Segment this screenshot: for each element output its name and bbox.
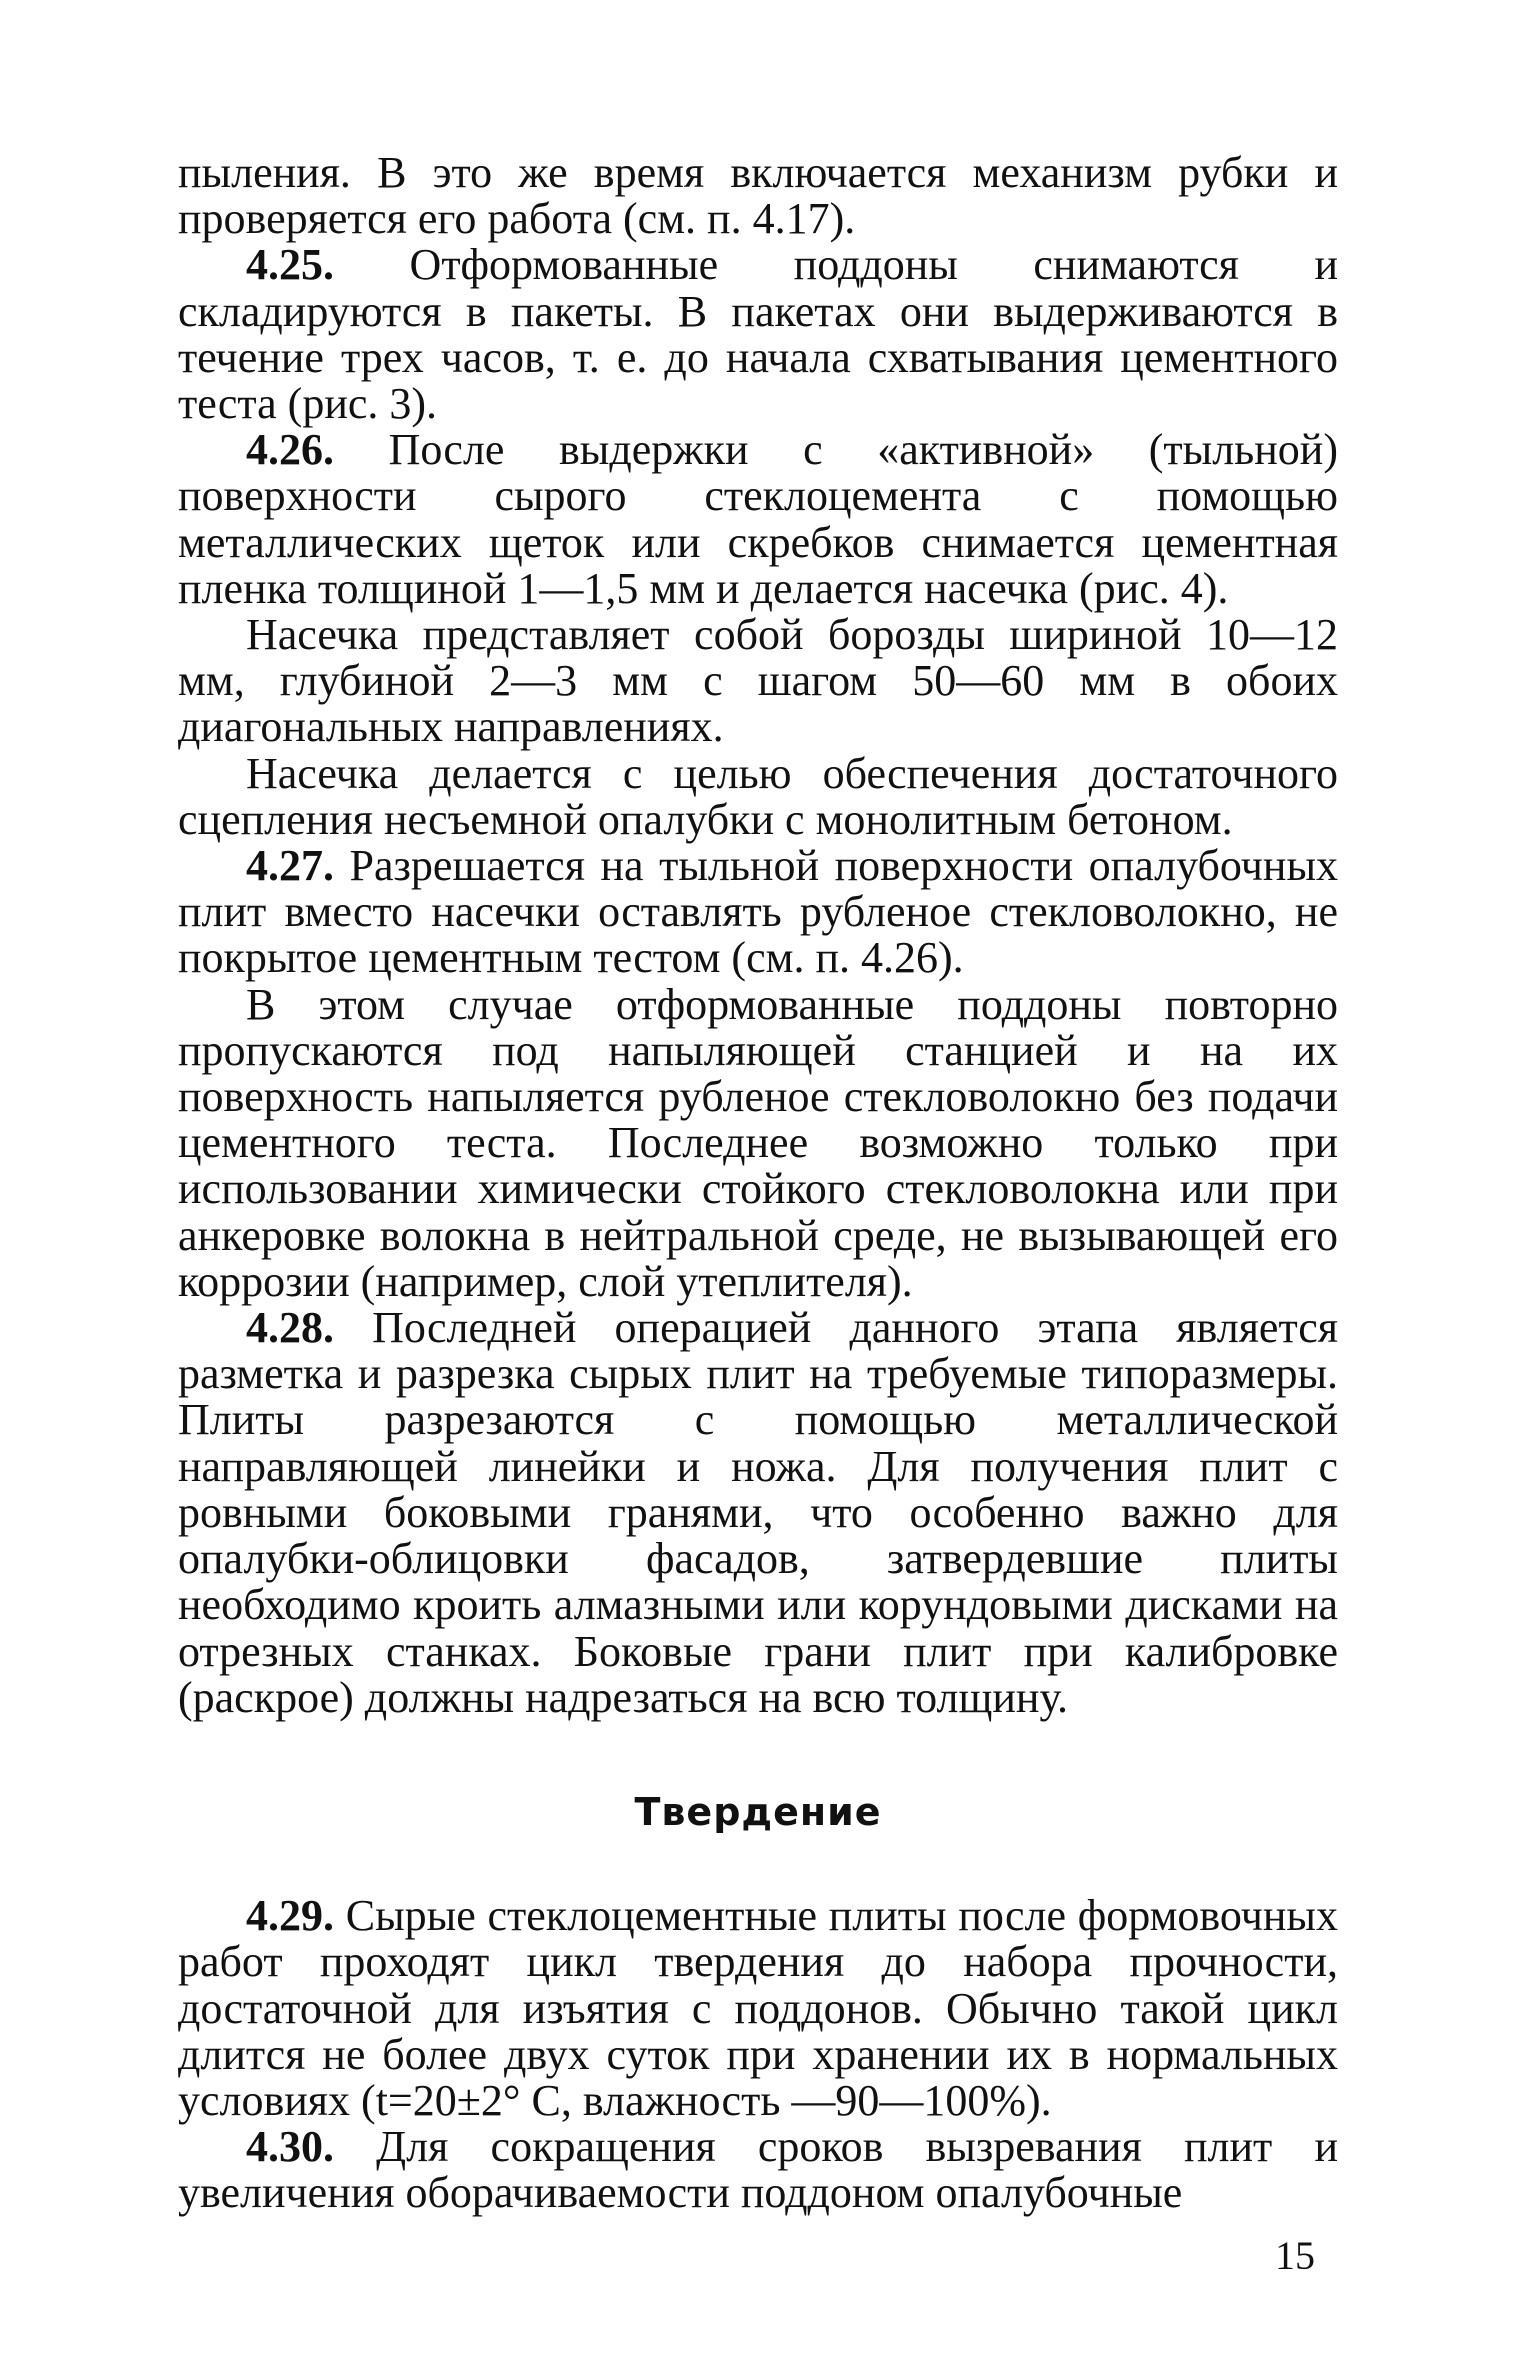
body-text	[178, 150, 1338, 2217]
paragraph-text: Насечка делается с целью обеспечения достаточного сцепления несъемной опалубки с монолитным бетоном.	[178, 748, 1338, 844]
paragraph-text: В этом случае отформованные поддоны повторно пропускаются под напыляющей станцией и на их поверхность напыляется рубленое стекловолокно без подачи цементного теста. Последнее возможно только при использовании химически стойкого стекловолокна или при анкеровке волокна в нейтральной среде, не вызывающей его коррозии (например, слой утеплителя).	[178, 979, 1338, 1306]
paragraph	[178, 1893, 1338, 2124]
paragraph-text: После выдержки с «активной» (тыльной) поверхности сырого стеклоцемента с помощью металлических щеток или скребков снимается цементная пленка толщиной 1—1,5 мм и делается насечка (рис. 4).	[178, 425, 1338, 613]
paragraph-text: Отформованные поддоны снимаются и складируются в пакеты. В пакетах они выдерживаются в течение трех часов, т. е. до начала схватывания цементного теста (рис. 3).	[178, 240, 1338, 429]
paragraph	[178, 427, 1338, 612]
clause-number: 4.30.	[246, 2122, 334, 2172]
paragraph	[178, 150, 1338, 242]
clause-number: 4.29.	[246, 1891, 334, 1941]
paragraphs-before-heading	[178, 150, 1338, 1721]
paragraph-text: пыления. В это же время включается механизм рубки и проверяется его работа (см. п. 4.17).	[178, 148, 1338, 244]
paragraph-text: Разрешается на тыльной поверхности опалубочных плит вместо насечки оставлять рубленое стекловолокно, не покрытое цементным тестом (см. п. 4.26).	[178, 841, 1338, 983]
clause-number: 4.28.	[246, 1303, 334, 1353]
paragraphs-after-heading	[178, 1893, 1338, 2216]
page-number: 15	[1275, 2233, 1315, 2278]
paragraph-text: Последней операцией данного этапа является разметка и разрезка сырых плит на требуемые типоразмеры. Плиты разрезаются с помощью металлической направляющей линейки и ножа. Для получения плит с ровными боковыми гранями, что особенно важно для опалубки-облицовки фасадов, затвердевшие плиты необходимо кроить алмазными или корундовыми дисками на отрезных станках. Боковые грани плит при калибровке (раскрое) должны надрезаться на всю толщину.	[178, 1303, 1338, 1722]
clause-number: 4.27.	[246, 841, 334, 891]
paragraph	[178, 1305, 1338, 1721]
paragraph-text: Сырые стеклоцементные плиты после формовочных работ проходят цикл твердения до набора прочности, достаточной для изъятия с поддонов. Обычно такой цикл длится не более двух суток при хранении их в нормальных условиях (t=20±2° С, влажность —90—100%).	[178, 1891, 1338, 2125]
paragraph-text: Насечка представляет собой борозды шириной 10—12 мм, глубиной 2—3 мм с шагом 50—60 мм в обоих диагональных направлениях.	[178, 610, 1338, 752]
paragraph	[178, 242, 1338, 427]
section-heading: Твердение	[634, 1789, 882, 1834]
clause-number: 4.26.	[246, 425, 334, 475]
paragraph	[178, 979, 1338, 1306]
paragraph	[178, 843, 1338, 982]
paragraph-text: Для сокращения сроков вызревания плит и увеличения оборачиваемости поддоном опалубочные	[178, 2122, 1338, 2218]
clause-number: 4.25.	[246, 240, 334, 290]
paragraph	[178, 748, 1338, 844]
paragraph	[178, 2124, 1338, 2216]
paragraph	[178, 612, 1338, 751]
